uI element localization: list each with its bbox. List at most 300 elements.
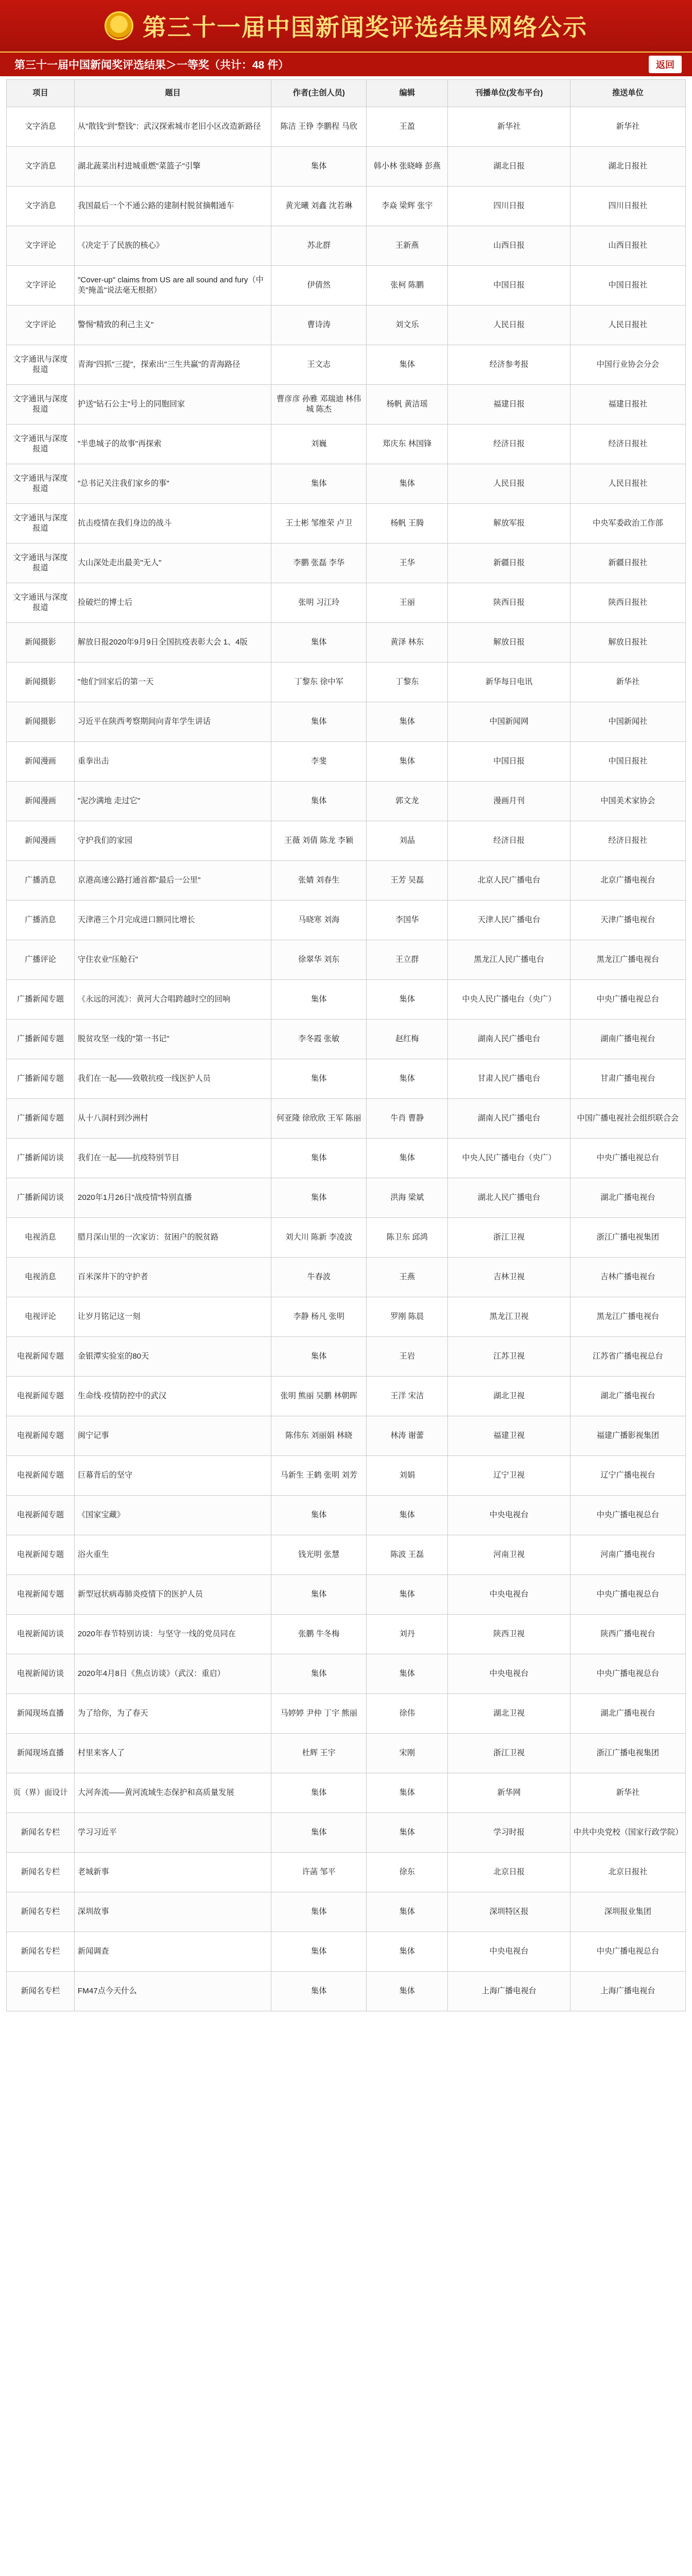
cell-editor: 李国华 <box>367 901 448 940</box>
table-row[interactable] <box>7 1456 686 1496</box>
cell-title[interactable]: 青海"四抓"三提"，探索出"三生共赢"的青海路径 <box>74 345 271 385</box>
table-row[interactable] <box>7 1773 686 1813</box>
cell-authors: 集体 <box>271 1139 367 1178</box>
cell-publisher: 新疆日报 <box>448 544 570 583</box>
cell-category: 电视新闻专题 <box>7 1535 75 1575</box>
table-row[interactable] <box>7 107 686 147</box>
cell-title[interactable]: 让岁月铭记这一刻 <box>74 1297 271 1337</box>
cell-recommender: 中国美术家协会 <box>570 782 685 821</box>
cell-category: 广播评论 <box>7 940 75 980</box>
cell-editor: 集体 <box>367 345 448 385</box>
cell-category: 文字通讯与深度报道 <box>7 385 75 425</box>
cell-title[interactable]: 《决定于了民族的核心》 <box>74 226 271 266</box>
cell-recommender: 浙江广播电视集团 <box>570 1218 685 1258</box>
table-row[interactable] <box>7 1218 686 1258</box>
cell-title[interactable]: 我们在一起——致敬抗疫一线医护人员 <box>74 1059 271 1099</box>
table-row[interactable] <box>7 861 686 901</box>
cell-editor: 集体 <box>367 742 448 782</box>
cell-authors: 集体 <box>271 1575 367 1615</box>
page-header <box>0 0 692 52</box>
cell-publisher: 湖南人民广播电台 <box>448 1099 570 1139</box>
cell-recommender: 湖南广播电视台 <box>570 1020 685 1059</box>
cell-editor: 李焱 梁辉 张宇 <box>367 187 448 226</box>
cell-publisher: 湖北卫视 <box>448 1377 570 1416</box>
cell-publisher: 中央电视台 <box>448 1654 570 1694</box>
cell-publisher: 福建卫视 <box>448 1416 570 1456</box>
table-row[interactable] <box>7 782 686 821</box>
cell-editor: 韩小林 张晓峰 彭燕 <box>367 147 448 187</box>
column-header-authors: 作者(主创人员) <box>271 80 367 107</box>
cell-authors: 徐翠华 刘东 <box>271 940 367 980</box>
cell-recommender: 中央军委政治工作部 <box>570 504 685 544</box>
cell-authors: 集体 <box>271 1496 367 1535</box>
cell-authors: 集体 <box>271 623 367 663</box>
cell-title[interactable]: 村里来客人了 <box>74 1734 271 1773</box>
table-row[interactable] <box>7 147 686 187</box>
cell-title[interactable]: 护送"钻石公主"号上的同胞回家 <box>74 385 271 425</box>
cell-recommender: 解放日报社 <box>570 623 685 663</box>
cell-publisher: 中国日报 <box>448 266 570 306</box>
table-row[interactable] <box>7 187 686 226</box>
table-row[interactable] <box>7 1139 686 1178</box>
cell-title[interactable]: 从"散钱"到"整钱"：武汉探索城市老旧小区改造新路径 <box>74 107 271 147</box>
cell-authors: 丁黎东 徐中军 <box>271 663 367 702</box>
cell-category: 新闻漫画 <box>7 782 75 821</box>
cell-title[interactable]: 湖北蔬菜出村进城重燃"菜篮子"引擎 <box>74 147 271 187</box>
cell-authors: 集体 <box>271 702 367 742</box>
cell-publisher: 漫画月刊 <box>448 782 570 821</box>
cell-editor: 洪海 梁斌 <box>367 1178 448 1218</box>
cell-editor: 张柯 陈鹏 <box>367 266 448 306</box>
cell-category: 新闻名专栏 <box>7 1813 75 1853</box>
cell-title[interactable]: 巨幕背后的坚守 <box>74 1456 271 1496</box>
table-row[interactable] <box>7 623 686 663</box>
cell-title[interactable]: 浴火重生 <box>74 1535 271 1575</box>
cell-authors: 张明 熊丽 吴鹏 林朝晖 <box>271 1377 367 1416</box>
cell-editor: 赵红梅 <box>367 1020 448 1059</box>
cell-title[interactable]: 老城新事 <box>74 1853 271 1892</box>
cell-recommender: 黑龙江广播电视台 <box>570 1297 685 1337</box>
table-row[interactable] <box>7 345 686 385</box>
cell-editor: 刘晶 <box>367 821 448 861</box>
cell-category: 新闻漫画 <box>7 742 75 782</box>
table-row[interactable] <box>7 1932 686 1972</box>
cell-publisher: 解放军报 <box>448 504 570 544</box>
cell-publisher: 中央电视台 <box>448 1496 570 1535</box>
cell-publisher: 新华每日电讯 <box>448 663 570 702</box>
cell-editor: 王洋 宋洁 <box>367 1377 448 1416</box>
table-row[interactable] <box>7 1892 686 1932</box>
cell-authors: 黄光曦 刘鑫 沈若琳 <box>271 187 367 226</box>
table-row[interactable] <box>7 1099 686 1139</box>
cell-recommender: 中央广播电视总台 <box>570 1932 685 1972</box>
cell-title[interactable]: 《永远的河流》：黄河大合唱跨越时空的回响 <box>74 980 271 1020</box>
cell-category: 文字消息 <box>7 187 75 226</box>
cell-recommender: 人民日报社 <box>570 306 685 345</box>
cell-title[interactable]: 为了给你，为了春天 <box>74 1694 271 1734</box>
cell-authors: 陈洁 王铮 李鹏程 马欣 <box>271 107 367 147</box>
cell-title[interactable]: 守住农业"压舱石" <box>74 940 271 980</box>
cell-editor: 王岩 <box>367 1337 448 1377</box>
table-row[interactable] <box>7 425 686 464</box>
cell-publisher: 山西日报 <box>448 226 570 266</box>
table-row[interactable] <box>7 1258 686 1297</box>
cell-category: 新闻摄影 <box>7 702 75 742</box>
cell-title[interactable]: 从十八洞村到沙洲村 <box>74 1099 271 1139</box>
table-row[interactable] <box>7 663 686 702</box>
cell-title[interactable]: "半患城子的故事"再探索 <box>74 425 271 464</box>
cell-category: 广播消息 <box>7 901 75 940</box>
cell-title[interactable]: 百米深井下的守护者 <box>74 1258 271 1297</box>
cell-publisher: 湖南人民广播电台 <box>448 1020 570 1059</box>
cell-category: 新闻摄影 <box>7 663 75 702</box>
cell-recommender: 湖北广播电视台 <box>570 1377 685 1416</box>
table-row[interactable] <box>7 1059 686 1099</box>
table-row[interactable] <box>7 1297 686 1337</box>
cell-publisher: 中国日报 <box>448 742 570 782</box>
cell-recommender: 浙江广播电视集团 <box>570 1734 685 1773</box>
cell-category: 广播消息 <box>7 861 75 901</box>
table-row[interactable] <box>7 940 686 980</box>
cell-title[interactable]: 闽宁记事 <box>74 1416 271 1456</box>
cell-category: 文字通讯与深度报道 <box>7 464 75 504</box>
cell-publisher: 福建日报 <box>448 385 570 425</box>
cell-publisher: 中央电视台 <box>448 1932 570 1972</box>
cell-authors: 牛春波 <box>271 1258 367 1297</box>
cell-title[interactable]: 我们在一起——抗疫特别节目 <box>74 1139 271 1178</box>
table-row[interactable] <box>7 1734 686 1773</box>
cell-editor: 丁黎东 <box>367 663 448 702</box>
results-table <box>6 79 686 2011</box>
cell-recommender: 北京日报社 <box>570 1853 685 1892</box>
cell-recommender: 山西日报社 <box>570 226 685 266</box>
cell-recommender: 新华社 <box>570 1773 685 1813</box>
cell-publisher: 甘肃人民广播电台 <box>448 1059 570 1099</box>
table-row[interactable] <box>7 1853 686 1892</box>
cell-publisher: 吉林卫视 <box>448 1258 570 1297</box>
cell-title[interactable]: "他们"回家后的第一天 <box>74 663 271 702</box>
cell-recommender: 中央广播电视总台 <box>570 980 685 1020</box>
cell-recommender: 经济日报社 <box>570 821 685 861</box>
cell-category: 电视消息 <box>7 1218 75 1258</box>
cell-category: 电视消息 <box>7 1258 75 1297</box>
cell-authors: 集体 <box>271 1337 367 1377</box>
cell-authors: 杜辉 王宇 <box>271 1734 367 1773</box>
cell-recommender: 福建日报社 <box>570 385 685 425</box>
cell-publisher: 人民日报 <box>448 306 570 345</box>
cell-title[interactable]: 大山深处走出最美"无人" <box>74 544 271 583</box>
table-header-row <box>7 80 686 107</box>
cell-publisher: 新华社 <box>448 107 570 147</box>
cell-category: 新闻名专栏 <box>7 1853 75 1892</box>
cell-category: 文字评论 <box>7 266 75 306</box>
cell-authors: 苏北群 <box>271 226 367 266</box>
cell-title[interactable]: 捡破烂的博士后 <box>74 583 271 623</box>
cell-title[interactable]: FM47点今天什么 <box>74 1972 271 2011</box>
column-header-category: 项目 <box>7 80 75 107</box>
cell-editor: 黄泽 林东 <box>367 623 448 663</box>
table-row[interactable] <box>7 742 686 782</box>
cell-title[interactable]: 深圳故事 <box>74 1892 271 1932</box>
cell-title[interactable]: 习近平在陕西考察期间向青年学生讲话 <box>74 702 271 742</box>
cell-title[interactable]: 学习习近平 <box>74 1813 271 1853</box>
cell-editor: 杨帆 黄洁瑶 <box>367 385 448 425</box>
cell-title[interactable]: 2020年1月26日"战疫情"特别直播 <box>74 1178 271 1218</box>
cell-authors: 王文志 <box>271 345 367 385</box>
cell-publisher: 四川日报 <box>448 187 570 226</box>
cell-title[interactable]: 生命线·疫情防控中的武汉 <box>74 1377 271 1416</box>
cell-recommender: 中国日报社 <box>570 742 685 782</box>
cell-category: 页（界）面设计 <box>7 1773 75 1813</box>
cell-title[interactable]: 新型冠状病毒肺炎疫情下的医护人员 <box>74 1575 271 1615</box>
cell-publisher: 经济日报 <box>448 821 570 861</box>
table-row[interactable] <box>7 1813 686 1853</box>
cell-authors: 集体 <box>271 1654 367 1694</box>
table-row[interactable] <box>7 544 686 583</box>
cell-category: 新闻漫画 <box>7 821 75 861</box>
cell-publisher: 深圳特区报 <box>448 1892 570 1932</box>
cell-editor: 郭文龙 <box>367 782 448 821</box>
cell-title[interactable]: 2020年春节特别访谈：与坚守一线的党员同在 <box>74 1615 271 1654</box>
cell-title[interactable]: 脱贫攻坚一线的"第一书记" <box>74 1020 271 1059</box>
national-emblem-icon <box>105 11 133 40</box>
breadcrumb-bar <box>0 52 692 76</box>
cell-recommender: 辽宁广播电视台 <box>570 1456 685 1496</box>
column-header-publisher: 刊播单位(发布平台) <box>448 80 570 107</box>
cell-editor: 集体 <box>367 1139 448 1178</box>
cell-category: 广播新闻专题 <box>7 1020 75 1059</box>
cell-editor: 王盈 <box>367 107 448 147</box>
cell-editor: 杨帆 王腾 <box>367 504 448 544</box>
results-table-container <box>0 76 692 2011</box>
cell-category: 电视新闻访谈 <box>7 1654 75 1694</box>
cell-publisher: 解放日报 <box>448 623 570 663</box>
cell-category: 广播新闻专题 <box>7 1099 75 1139</box>
cell-editor: 集体 <box>367 464 448 504</box>
cell-recommender: 福建广播影视集团 <box>570 1416 685 1456</box>
cell-editor: 集体 <box>367 1773 448 1813</box>
cell-recommender: 黑龙江广播电视台 <box>570 940 685 980</box>
cell-recommender: 中央广播电视总台 <box>570 1575 685 1615</box>
cell-authors: 集体 <box>271 1773 367 1813</box>
cell-recommender: 新华社 <box>570 107 685 147</box>
table-row[interactable] <box>7 385 686 425</box>
cell-recommender: 湖北广播电视台 <box>570 1694 685 1734</box>
table-row[interactable] <box>7 266 686 306</box>
cell-authors: 曹彦彦 孙雅 邓瑞迪 林伟城 陈杰 <box>271 385 367 425</box>
cell-category: 新闻现场直播 <box>7 1734 75 1773</box>
cell-publisher: 中国新闻网 <box>448 702 570 742</box>
table-row[interactable] <box>7 1337 686 1377</box>
table-row[interactable] <box>7 1654 686 1694</box>
breadcrumb: 第三十一届中国新闻奖评选结果＞一等奖（共计：48 件） <box>14 59 289 71</box>
cell-authors: 许菡 邹平 <box>271 1853 367 1892</box>
cell-category: 新闻摄影 <box>7 623 75 663</box>
cell-authors: 王士彬 邹维荣 卢卫 <box>271 504 367 544</box>
cell-category: 新闻名专栏 <box>7 1892 75 1932</box>
cell-title[interactable]: 守护我们的家园 <box>74 821 271 861</box>
table-row[interactable] <box>7 1377 686 1416</box>
cell-publisher: 浙江卫视 <box>448 1734 570 1773</box>
cell-recommender: 中国广播电视社会组织联合会 <box>570 1099 685 1139</box>
table-row[interactable] <box>7 1615 686 1654</box>
cell-publisher: 经济参考报 <box>448 345 570 385</box>
cell-title[interactable]: 解放日报2020年9月9日全国抗疫表彰大会 1、4版 <box>74 623 271 663</box>
table-row[interactable] <box>7 1178 686 1218</box>
cell-editor: 陈卫东 邱鸿 <box>367 1218 448 1258</box>
table-body <box>7 107 686 2011</box>
cell-publisher: 中央人民广播电台（央广） <box>448 980 570 1020</box>
cell-editor: 陈波 王磊 <box>367 1535 448 1575</box>
cell-publisher: 天津人民广播电台 <box>448 901 570 940</box>
column-header-editor: 编辑 <box>367 80 448 107</box>
cell-category: 文字消息 <box>7 107 75 147</box>
table-row[interactable] <box>7 504 686 544</box>
cell-editor: 集体 <box>367 1059 448 1099</box>
table-row[interactable] <box>7 1972 686 2011</box>
cell-authors: 集体 <box>271 782 367 821</box>
cell-publisher: 北京人民广播电台 <box>448 861 570 901</box>
cell-authors: 集体 <box>271 980 367 1020</box>
cell-recommender: 中国行业协会分会 <box>570 345 685 385</box>
cell-category: 文字通讯与深度报道 <box>7 583 75 623</box>
cell-publisher: 北京日报 <box>448 1853 570 1892</box>
cell-editor: 集体 <box>367 1575 448 1615</box>
cell-title[interactable]: 京港高速公路打通首都"最后一公里" <box>74 861 271 901</box>
cell-authors: 张婧 刘春生 <box>271 861 367 901</box>
cell-editor: 牛肖 曹静 <box>367 1099 448 1139</box>
cell-publisher: 陕西卫视 <box>448 1615 570 1654</box>
cell-editor: 王丽 <box>367 583 448 623</box>
table-row[interactable] <box>7 1575 686 1615</box>
cell-publisher: 学习时报 <box>448 1813 570 1853</box>
cell-authors: 刘大川 陈新 李凌波 <box>271 1218 367 1258</box>
cell-title[interactable]: 《国家宝藏》 <box>74 1496 271 1535</box>
cell-title[interactable]: "Cover-up" claims from US are all sound and fury（中美"掩盖"说法毫无根据） <box>74 266 271 306</box>
cell-recommender: 人民日报社 <box>570 464 685 504</box>
table-row[interactable] <box>7 821 686 861</box>
cell-authors: 集体 <box>271 464 367 504</box>
cell-authors: 王薇 刘倩 陈龙 李颖 <box>271 821 367 861</box>
cell-editor: 王芳 吴磊 <box>367 861 448 901</box>
cell-title[interactable]: 警惕"精致的利己主义" <box>74 306 271 345</box>
cell-publisher: 上海广播电视台 <box>448 1972 570 2011</box>
cell-category: 电视新闻专题 <box>7 1377 75 1416</box>
table-row[interactable] <box>7 1020 686 1059</box>
cell-editor: 王新燕 <box>367 226 448 266</box>
cell-editor: 集体 <box>367 702 448 742</box>
cell-category: 电视新闻专题 <box>7 1575 75 1615</box>
cell-category: 电视新闻专题 <box>7 1416 75 1456</box>
cell-publisher: 中央电视台 <box>448 1575 570 1615</box>
cell-authors: 陈伟东 刘丽娟 林晓 <box>271 1416 367 1456</box>
cell-title[interactable]: 重拳出击 <box>74 742 271 782</box>
cell-recommender: 吉林广播电视台 <box>570 1258 685 1297</box>
cell-authors: 集体 <box>271 1059 367 1099</box>
cell-title[interactable]: 2020年4月8日《焦点访谈》（武汉：重启） <box>74 1654 271 1694</box>
table-row[interactable] <box>7 1535 686 1575</box>
table-row[interactable] <box>7 980 686 1020</box>
cell-authors: 刘巍 <box>271 425 367 464</box>
table-row[interactable] <box>7 583 686 623</box>
cell-publisher: 江苏卫视 <box>448 1337 570 1377</box>
cell-recommender: 河南广播电视台 <box>570 1535 685 1575</box>
table-row[interactable] <box>7 306 686 345</box>
cell-editor: 集体 <box>367 1932 448 1972</box>
cell-category: 新闻名专栏 <box>7 1972 75 2011</box>
back-button[interactable]: 返回 <box>649 56 682 73</box>
cell-authors: 集体 <box>271 1932 367 1972</box>
cell-recommender: 江苏省广播电视总台 <box>570 1337 685 1377</box>
cell-category: 广播新闻访谈 <box>7 1139 75 1178</box>
table-row[interactable] <box>7 464 686 504</box>
cell-authors: 李静 杨凡 张明 <box>271 1297 367 1337</box>
table-row[interactable] <box>7 226 686 266</box>
cell-recommender: 陕西日报社 <box>570 583 685 623</box>
cell-title[interactable]: 我国最后一个不通公路的建制村脱贫摘帽通车 <box>74 187 271 226</box>
table-row[interactable] <box>7 702 686 742</box>
cell-recommender: 中央广播电视总台 <box>570 1139 685 1178</box>
table-row[interactable] <box>7 1496 686 1535</box>
cell-publisher: 浙江卫视 <box>448 1218 570 1258</box>
cell-editor: 王立群 <box>367 940 448 980</box>
table-row[interactable] <box>7 1694 686 1734</box>
cell-category: 文字评论 <box>7 306 75 345</box>
cell-recommender: 中共中央党校（国家行政学院） <box>570 1813 685 1853</box>
cell-title[interactable]: 金银潭实验室的80天 <box>74 1337 271 1377</box>
table-row[interactable] <box>7 901 686 940</box>
cell-category: 广播新闻专题 <box>7 1059 75 1099</box>
cell-recommender: 经济日报社 <box>570 425 685 464</box>
cell-title[interactable]: 新闻调查 <box>74 1932 271 1972</box>
cell-category: 文字通讯与深度报道 <box>7 425 75 464</box>
column-header-recommender: 推送单位 <box>570 80 685 107</box>
cell-category: 文字通讯与深度报道 <box>7 544 75 583</box>
column-header-title: 题目 <box>74 80 271 107</box>
cell-title[interactable]: "泥沙满地 走过它" <box>74 782 271 821</box>
cell-editor: 刘丹 <box>367 1615 448 1654</box>
cell-publisher: 湖北卫视 <box>448 1694 570 1734</box>
cell-category: 广播新闻专题 <box>7 980 75 1020</box>
cell-category: 文字通讯与深度报道 <box>7 504 75 544</box>
cell-title[interactable]: 腊月深山里的一次家访：贫困户的脱贫路 <box>74 1218 271 1258</box>
cell-editor: 集体 <box>367 980 448 1020</box>
cell-authors: 集体 <box>271 1972 367 2011</box>
cell-editor: 王华 <box>367 544 448 583</box>
cell-title[interactable]: 大河奔流——黄河流域生态保护和高质量发展 <box>74 1773 271 1813</box>
cell-authors: 李斐 <box>271 742 367 782</box>
cell-recommender: 甘肃广播电视台 <box>570 1059 685 1099</box>
cell-category: 文字消息 <box>7 147 75 187</box>
cell-title[interactable]: 天津港三个月完成进口额同比增长 <box>74 901 271 940</box>
cell-recommender: 北京广播电视台 <box>570 861 685 901</box>
table-row[interactable] <box>7 1416 686 1456</box>
cell-category: 电视新闻访谈 <box>7 1615 75 1654</box>
cell-recommender: 新华社 <box>570 663 685 702</box>
cell-title[interactable]: "总书记关注我们家乡的事" <box>74 464 271 504</box>
cell-category: 电视新闻专题 <box>7 1496 75 1535</box>
cell-editor: 郑庆东 林国锋 <box>367 425 448 464</box>
cell-category: 电视新闻专题 <box>7 1337 75 1377</box>
cell-title[interactable]: 抗击疫情在我们身边的战斗 <box>74 504 271 544</box>
cell-authors: 李鹏 张磊 李华 <box>271 544 367 583</box>
cell-recommender: 深圳报业集团 <box>570 1892 685 1932</box>
cell-authors: 钱光明 张慧 <box>271 1535 367 1575</box>
cell-editor: 王燕 <box>367 1258 448 1297</box>
cell-recommender: 新疆日报社 <box>570 544 685 583</box>
cell-recommender: 陕西广播电视台 <box>570 1615 685 1654</box>
cell-recommender: 中国日报社 <box>570 266 685 306</box>
